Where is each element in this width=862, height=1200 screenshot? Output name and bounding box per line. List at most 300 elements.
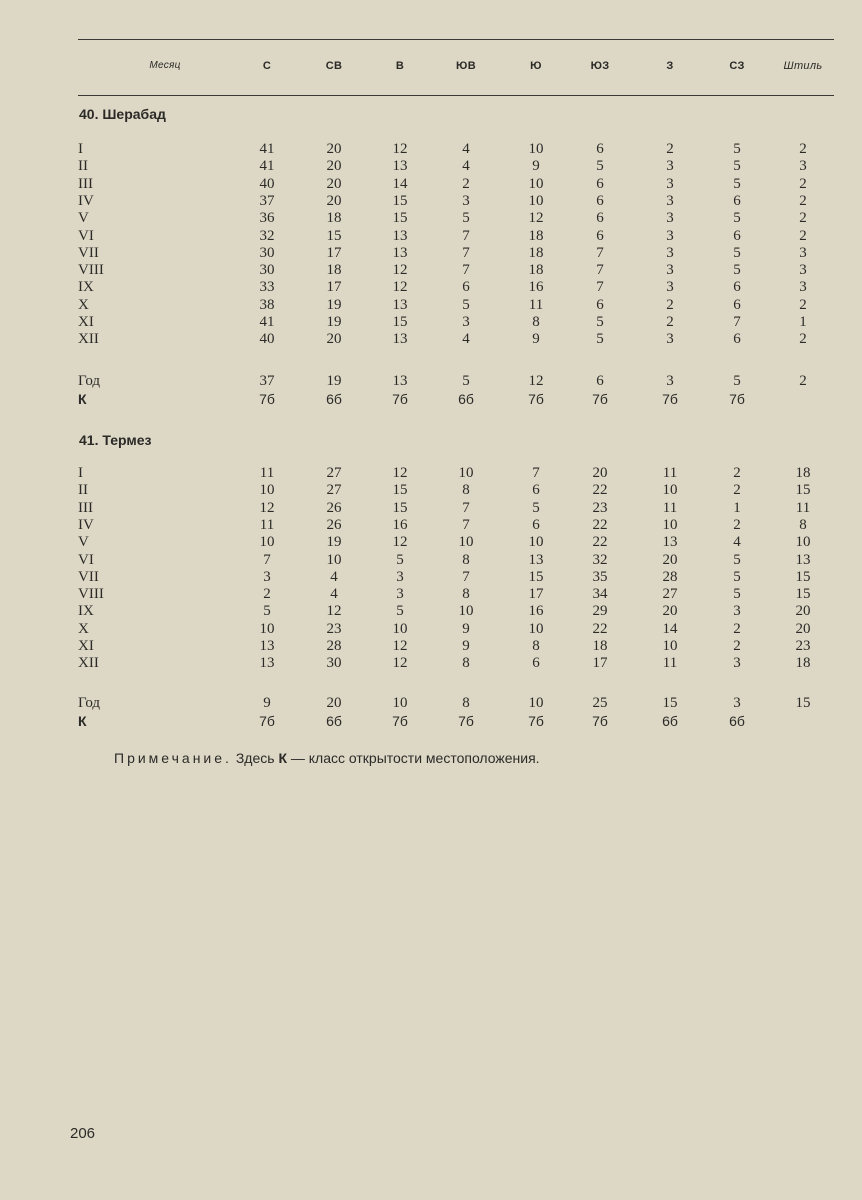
row-label: VI xyxy=(78,228,94,244)
cell-value: 5 xyxy=(733,586,741,602)
cell-value: 3 xyxy=(666,176,674,192)
cell-value: 6 xyxy=(733,297,741,313)
cell-value: 7 xyxy=(733,314,741,330)
cell-value: 23 xyxy=(592,500,608,516)
cell-value: 13 xyxy=(795,552,811,568)
cell-value: 34 xyxy=(592,586,608,602)
cell-value: 15 xyxy=(392,210,408,226)
row-label: V xyxy=(78,534,89,550)
cell-value: 13 xyxy=(392,158,408,174)
footnote-label: Примечание. xyxy=(114,750,232,766)
row-label: IX xyxy=(78,603,94,619)
header-direction: С xyxy=(262,60,272,72)
cell-value: 5 xyxy=(733,210,741,226)
cell-value: 22 xyxy=(592,534,608,550)
cell-value: 18 xyxy=(326,262,342,278)
cell-value: 2 xyxy=(799,228,807,244)
header-direction: Ю xyxy=(530,60,542,72)
cell-value: 8 xyxy=(462,655,470,671)
table-row xyxy=(0,465,862,482)
cell-value: 8 xyxy=(462,586,470,602)
cell-value: 12 xyxy=(326,603,342,619)
cell-value: 7б xyxy=(392,391,408,407)
cell-value: 6 xyxy=(733,193,741,209)
cell-value: 11 xyxy=(795,500,811,516)
row-label: XI xyxy=(78,314,94,330)
cell-value: 11 xyxy=(662,655,678,671)
cell-value: 1 xyxy=(733,500,741,516)
station-title: 40. Шерабад xyxy=(79,106,166,122)
cell-value: 7 xyxy=(462,245,470,261)
cell-value: 41 xyxy=(259,314,275,330)
cell-value: 10 xyxy=(458,534,474,550)
row-label: Год xyxy=(78,373,101,389)
cell-value: 2 xyxy=(666,141,674,157)
cell-value: 9 xyxy=(462,638,470,654)
cell-value: 9 xyxy=(462,621,470,637)
cell-value: 8 xyxy=(462,482,470,498)
cell-value: 12 xyxy=(392,534,408,550)
cell-value: 5 xyxy=(596,158,604,174)
row-label: XII xyxy=(78,331,99,347)
cell-value: 3 xyxy=(733,655,741,671)
cell-value: 5 xyxy=(596,331,604,347)
cell-value: 36 xyxy=(259,210,275,226)
row-label: VII xyxy=(78,569,99,585)
cell-value: 7б xyxy=(259,391,275,407)
cell-value: 8 xyxy=(799,517,807,533)
row-label: К xyxy=(78,713,87,729)
cell-value: 28 xyxy=(662,569,678,585)
table-header-rule xyxy=(78,95,834,96)
footnote-text: — класс открытости местоположения. xyxy=(290,750,540,766)
cell-value: 3 xyxy=(666,228,674,244)
cell-value: 2 xyxy=(263,586,271,602)
cell-value: 30 xyxy=(259,262,275,278)
cell-value: 8 xyxy=(462,695,470,711)
row-label: XI xyxy=(78,638,94,654)
cell-value: 14 xyxy=(662,621,678,637)
row-label: IX xyxy=(78,279,94,295)
cell-value: 13 xyxy=(392,245,408,261)
cell-value: 40 xyxy=(259,331,275,347)
row-label: II xyxy=(78,158,88,174)
table-row xyxy=(0,176,862,193)
page-number: 206 xyxy=(70,1125,96,1142)
cell-value: 2 xyxy=(733,638,741,654)
cell-value: 9 xyxy=(263,695,271,711)
cell-value: 6б xyxy=(662,713,678,729)
cell-value: 23 xyxy=(795,638,811,654)
cell-value: 10 xyxy=(528,193,544,209)
cell-value: 7 xyxy=(596,245,604,261)
table-row xyxy=(0,603,862,620)
table-row xyxy=(0,141,862,158)
cell-value: 10 xyxy=(259,482,275,498)
year-row xyxy=(0,373,862,390)
row-label: Год xyxy=(78,695,101,711)
cell-value: 20 xyxy=(795,603,811,619)
cell-value: 35 xyxy=(592,569,608,585)
table-row xyxy=(0,569,862,586)
cell-value: 10 xyxy=(662,482,678,498)
cell-value: 12 xyxy=(392,655,408,671)
cell-value: 11 xyxy=(528,297,544,313)
cell-value: 19 xyxy=(326,534,342,550)
cell-value: 11 xyxy=(662,500,678,516)
table-top-rule xyxy=(78,39,834,40)
table-row xyxy=(0,517,862,534)
cell-value: 10 xyxy=(259,534,275,550)
cell-value: 11 xyxy=(259,465,275,481)
cell-value: 13 xyxy=(392,297,408,313)
cell-value: 20 xyxy=(326,193,342,209)
cell-value: 4 xyxy=(462,141,470,157)
cell-value: 2 xyxy=(799,297,807,313)
cell-value: 3 xyxy=(733,603,741,619)
station-title: 41. Термез xyxy=(79,432,152,448)
cell-value: 7 xyxy=(532,465,540,481)
cell-value: 8 xyxy=(532,314,540,330)
cell-value: 7б xyxy=(392,713,408,729)
cell-value: 10 xyxy=(326,552,342,568)
cell-value: 13 xyxy=(662,534,678,550)
table-row xyxy=(0,500,862,517)
cell-value: 6 xyxy=(462,279,470,295)
cell-value: 6б xyxy=(326,391,342,407)
cell-value: 3 xyxy=(666,158,674,174)
cell-value: 27 xyxy=(326,465,342,481)
cell-value: 22 xyxy=(592,517,608,533)
row-label: III xyxy=(78,176,93,192)
cell-value: 41 xyxy=(259,158,275,174)
cell-value: 20 xyxy=(326,695,342,711)
cell-value: 12 xyxy=(392,141,408,157)
cell-value: 2 xyxy=(799,331,807,347)
table-row xyxy=(0,279,862,296)
table-row xyxy=(0,262,862,279)
row-label: VI xyxy=(78,552,94,568)
cell-value: 10 xyxy=(392,695,408,711)
row-label: XII xyxy=(78,655,99,671)
cell-value: 10 xyxy=(528,695,544,711)
cell-value: 32 xyxy=(592,552,608,568)
cell-value: 10 xyxy=(528,176,544,192)
openness-class-row xyxy=(0,391,862,408)
cell-value: 5 xyxy=(396,603,404,619)
row-label: III xyxy=(78,500,93,516)
row-label: VIII xyxy=(78,262,104,278)
cell-value: 28 xyxy=(326,638,342,654)
cell-value: 15 xyxy=(795,695,811,711)
cell-value: 6 xyxy=(596,193,604,209)
cell-value: 22 xyxy=(592,482,608,498)
table-row xyxy=(0,193,862,210)
cell-value: 3 xyxy=(462,193,470,209)
row-label: IV xyxy=(78,193,94,209)
cell-value: 5 xyxy=(462,210,470,226)
cell-value: 10 xyxy=(528,621,544,637)
cell-value: 11 xyxy=(259,517,275,533)
cell-value: 5 xyxy=(733,245,741,261)
cell-value: 2 xyxy=(733,621,741,637)
cell-value: 19 xyxy=(326,297,342,313)
cell-value: 2 xyxy=(462,176,470,192)
cell-value: 15 xyxy=(392,500,408,516)
cell-value: 20 xyxy=(326,141,342,157)
cell-value: 12 xyxy=(259,500,275,516)
cell-value: 3 xyxy=(666,331,674,347)
table-row xyxy=(0,228,862,245)
row-label: VII xyxy=(78,245,99,261)
cell-value: 5 xyxy=(733,262,741,278)
cell-value: 3 xyxy=(666,373,674,389)
cell-value: 4 xyxy=(462,331,470,347)
table-row xyxy=(0,314,862,331)
cell-value: 18 xyxy=(528,262,544,278)
cell-value: 41 xyxy=(259,141,275,157)
row-label: I xyxy=(78,141,83,157)
cell-value: 3 xyxy=(666,245,674,261)
cell-value: 6 xyxy=(733,331,741,347)
cell-value: 7 xyxy=(462,228,470,244)
cell-value: 23 xyxy=(326,621,342,637)
table-row xyxy=(0,586,862,603)
cell-value: 15 xyxy=(392,482,408,498)
cell-value: 30 xyxy=(326,655,342,671)
cell-value: 15 xyxy=(795,569,811,585)
cell-value: 4 xyxy=(330,586,338,602)
cell-value: 3 xyxy=(733,695,741,711)
cell-value: 5 xyxy=(733,569,741,585)
cell-value: 2 xyxy=(799,176,807,192)
cell-value: 38 xyxy=(259,297,275,313)
cell-value: 18 xyxy=(326,210,342,226)
cell-value: 6 xyxy=(596,141,604,157)
cell-value: 3 xyxy=(799,245,807,261)
cell-value: 5 xyxy=(462,373,470,389)
cell-value: 17 xyxy=(592,655,608,671)
cell-value: 10 xyxy=(662,638,678,654)
cell-value: 1 xyxy=(799,314,807,330)
cell-value: 32 xyxy=(259,228,275,244)
cell-value: 10 xyxy=(392,621,408,637)
cell-value: 16 xyxy=(528,603,544,619)
cell-value: 9 xyxy=(532,158,540,174)
table-row xyxy=(0,297,862,314)
cell-value: 18 xyxy=(795,465,811,481)
cell-value: 9 xyxy=(532,331,540,347)
header-direction: В xyxy=(395,60,405,72)
table-row xyxy=(0,621,862,638)
cell-value: 18 xyxy=(795,655,811,671)
cell-value: 15 xyxy=(392,193,408,209)
cell-value: 17 xyxy=(528,586,544,602)
row-label: V xyxy=(78,210,89,226)
cell-value: 16 xyxy=(392,517,408,533)
table-row xyxy=(0,534,862,551)
row-label: VIII xyxy=(78,586,104,602)
cell-value: 2 xyxy=(733,517,741,533)
cell-value: 10 xyxy=(662,517,678,533)
cell-value: 7 xyxy=(596,262,604,278)
cell-value: 5 xyxy=(733,158,741,174)
cell-value: 12 xyxy=(392,638,408,654)
cell-value: 16 xyxy=(528,279,544,295)
row-label: II xyxy=(78,482,88,498)
cell-value: 6 xyxy=(596,297,604,313)
cell-value: 20 xyxy=(326,158,342,174)
cell-value: 6 xyxy=(596,210,604,226)
cell-value: 37 xyxy=(259,373,275,389)
cell-value: 3 xyxy=(799,262,807,278)
cell-value: 15 xyxy=(528,569,544,585)
cell-value: 3 xyxy=(666,262,674,278)
cell-value: 7 xyxy=(263,552,271,568)
cell-value: 4 xyxy=(330,569,338,585)
cell-value: 2 xyxy=(799,193,807,209)
header-direction: З xyxy=(666,60,674,72)
cell-value: 20 xyxy=(662,603,678,619)
cell-value: 17 xyxy=(326,279,342,295)
header-calm: Штиль xyxy=(783,60,823,72)
cell-value: 20 xyxy=(795,621,811,637)
cell-value: 13 xyxy=(392,228,408,244)
cell-value: 5 xyxy=(462,297,470,313)
cell-value: 6б xyxy=(326,713,342,729)
cell-value: 6 xyxy=(596,176,604,192)
footnote xyxy=(114,750,540,766)
year-row xyxy=(0,695,862,712)
cell-value: 5 xyxy=(532,500,540,516)
cell-value: 7б xyxy=(729,391,745,407)
header-direction: ЮЗ xyxy=(590,60,610,72)
cell-value: 7 xyxy=(596,279,604,295)
cell-value: 10 xyxy=(528,141,544,157)
cell-value: 3 xyxy=(396,586,404,602)
cell-value: 3 xyxy=(799,158,807,174)
cell-value: 8 xyxy=(462,552,470,568)
cell-value: 40 xyxy=(259,176,275,192)
cell-value: 3 xyxy=(799,279,807,295)
cell-value: 5 xyxy=(733,176,741,192)
cell-value: 6 xyxy=(596,228,604,244)
cell-value: 20 xyxy=(662,552,678,568)
header-direction: СЗ xyxy=(729,60,745,72)
table-row xyxy=(0,331,862,348)
header-direction: СВ xyxy=(325,60,343,72)
cell-value: 29 xyxy=(592,603,608,619)
cell-value: 10 xyxy=(458,603,474,619)
row-label: К xyxy=(78,391,87,407)
cell-value: 19 xyxy=(326,373,342,389)
cell-value: 15 xyxy=(795,586,811,602)
cell-value: 18 xyxy=(528,245,544,261)
cell-value: 22 xyxy=(592,621,608,637)
cell-value: 7б xyxy=(259,713,275,729)
cell-value: 6 xyxy=(733,279,741,295)
cell-value: 13 xyxy=(392,331,408,347)
cell-value: 15 xyxy=(392,314,408,330)
cell-value: 10 xyxy=(458,465,474,481)
cell-value: 4 xyxy=(733,534,741,550)
cell-value: 18 xyxy=(528,228,544,244)
table-row xyxy=(0,482,862,499)
cell-value: 5 xyxy=(396,552,404,568)
cell-value: 12 xyxy=(392,465,408,481)
cell-value: 19 xyxy=(326,314,342,330)
cell-value: 2 xyxy=(733,465,741,481)
row-label: IV xyxy=(78,517,94,533)
cell-value: 15 xyxy=(795,482,811,498)
cell-value: 6 xyxy=(733,228,741,244)
cell-value: 18 xyxy=(592,638,608,654)
cell-value: 27 xyxy=(326,482,342,498)
cell-value: 10 xyxy=(259,621,275,637)
cell-value: 2 xyxy=(733,482,741,498)
cell-value: 13 xyxy=(392,373,408,389)
cell-value: 3 xyxy=(666,210,674,226)
openness-class-row xyxy=(0,713,862,730)
cell-value: 12 xyxy=(528,373,544,389)
table-row xyxy=(0,158,862,175)
footnote-pre: Здесь xyxy=(235,750,275,766)
header-month: Месяц xyxy=(149,60,181,71)
cell-value: 13 xyxy=(259,655,275,671)
cell-value: 6 xyxy=(596,373,604,389)
cell-value: 2 xyxy=(666,314,674,330)
table-row xyxy=(0,245,862,262)
cell-value: 5 xyxy=(733,141,741,157)
cell-value: 8 xyxy=(532,638,540,654)
cell-value: 25 xyxy=(592,695,608,711)
cell-value: 13 xyxy=(259,638,275,654)
cell-value: 2 xyxy=(799,141,807,157)
cell-value: 7б xyxy=(458,713,474,729)
table-row xyxy=(0,210,862,227)
cell-value: 20 xyxy=(326,331,342,347)
row-label: I xyxy=(78,465,83,481)
cell-value: 12 xyxy=(392,262,408,278)
cell-value: 7 xyxy=(462,262,470,278)
cell-value: 7б xyxy=(592,713,608,729)
row-label: X xyxy=(78,621,89,637)
cell-value: 4 xyxy=(462,158,470,174)
header-direction: ЮВ xyxy=(456,60,476,72)
table-row xyxy=(0,638,862,655)
cell-value: 15 xyxy=(326,228,342,244)
cell-value: 6б xyxy=(729,713,745,729)
row-label: X xyxy=(78,297,89,313)
cell-value: 5 xyxy=(596,314,604,330)
table-row xyxy=(0,655,862,672)
cell-value: 14 xyxy=(392,176,408,192)
cell-value: 30 xyxy=(259,245,275,261)
cell-value: 2 xyxy=(799,210,807,226)
cell-value: 7б xyxy=(528,391,544,407)
cell-value: 13 xyxy=(528,552,544,568)
cell-value: 6 xyxy=(532,482,540,498)
cell-value: 27 xyxy=(662,586,678,602)
cell-value: 6б xyxy=(458,391,474,407)
cell-value: 20 xyxy=(326,176,342,192)
cell-value: 7б xyxy=(592,391,608,407)
cell-value: 37 xyxy=(259,193,275,209)
cell-value: 7б xyxy=(528,713,544,729)
cell-value: 2 xyxy=(799,373,807,389)
cell-value: 7б xyxy=(662,391,678,407)
cell-value: 7 xyxy=(462,500,470,516)
